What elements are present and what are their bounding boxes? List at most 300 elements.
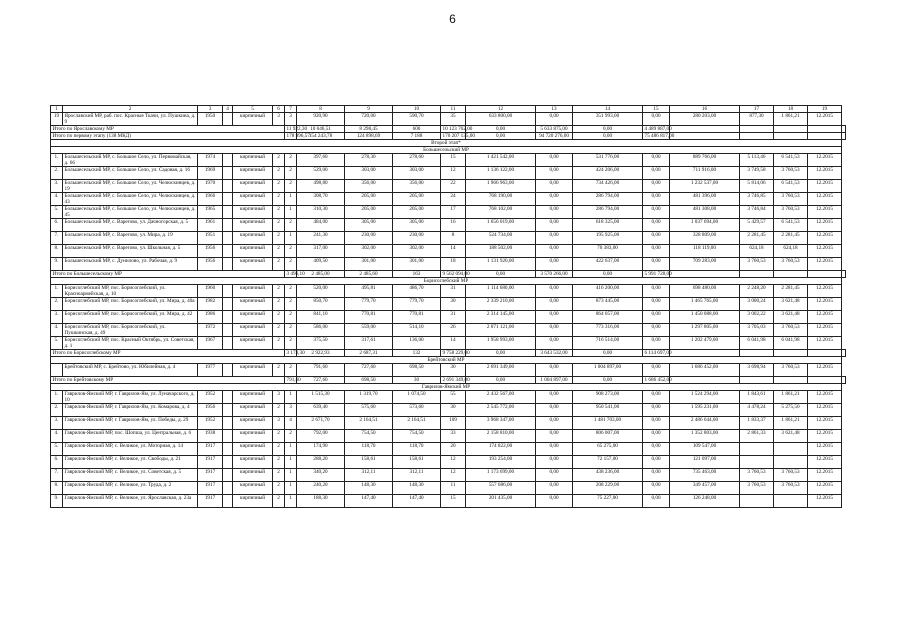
data-cell: 2 [273, 404, 285, 417]
data-cell: 208 229,00 [573, 482, 643, 495]
subtotal-row [51, 377, 846, 384]
data-cell: 12.2015 [808, 311, 842, 324]
data-cell: кирпичный [233, 311, 273, 324]
subtotal-cell: 698,50 [345, 377, 393, 384]
data-cell: 0,00 [536, 180, 573, 193]
data-cell: 1 861,21 [774, 391, 808, 404]
data-cell: 397,60 [297, 154, 345, 167]
data-cell: 5. [51, 337, 63, 350]
data-cell: 158,61 [345, 456, 393, 469]
data-cell: 5 814,06 [740, 180, 774, 193]
subtotal-empty-cell [842, 377, 846, 384]
data-cell: 0,00 [643, 113, 670, 126]
data-cell [223, 495, 233, 508]
data-cell: 312,11 [345, 469, 393, 482]
address-cell: Борисоглебский МР, пос. Борисоглебский, ул. Мира, д. 40а [63, 298, 198, 311]
data-cell: 240,20 [297, 482, 345, 495]
data-cell: 2 [273, 324, 285, 337]
data-cell: 1 232 537,00 [670, 180, 740, 193]
subtotal-cell: 9 562 094,00 [442, 271, 470, 277]
subtotal-cell: 10 123 762,00 [442, 126, 473, 132]
data-cell: 2 [285, 298, 297, 311]
building-row [51, 232, 846, 245]
building-row [51, 258, 846, 271]
data-cell: кирпичный [233, 232, 273, 245]
data-cell: 6 541,53 [774, 180, 808, 193]
data-cell: 3 760,53 [774, 193, 808, 206]
subtotal-cell [670, 133, 740, 140]
building-row [51, 430, 846, 443]
data-cell [223, 456, 233, 469]
data-cell: 2 [273, 469, 285, 482]
data-cell: 301,00 [345, 258, 393, 271]
building-row [51, 391, 846, 404]
subtotal-cell: 3 496,10 [286, 271, 305, 277]
data-cell: 735 463,00 [670, 469, 740, 482]
data-cell: кирпичный [233, 245, 273, 258]
data-cell: 0,00 [643, 456, 670, 469]
data-cell: 768 102,00 [466, 206, 536, 219]
address-cell: Гаврилов-Ямский МР, с. Великое, ул. Советская, д. 5 [63, 469, 198, 482]
data-cell: 72 157,00 [573, 456, 643, 469]
data-cell: 118,70 [393, 443, 441, 456]
data-cell: 792,00 [297, 430, 345, 443]
subtotal-cell: 2 687,31 [345, 350, 393, 357]
data-cell: 230,00 [345, 232, 393, 245]
address-cell: Гаврилов-Ямский МР, г. Гаврилов-Ям, ул. Луначарского, д. 10 [63, 391, 198, 404]
data-cell: кирпичный [233, 206, 273, 219]
data-cell: кирпичный [233, 364, 273, 377]
data-cell: кирпичный [233, 113, 273, 126]
data-cell: 35 [441, 113, 466, 126]
column-number: 3 [198, 106, 223, 113]
data-cell: 1 833,37 [740, 417, 774, 430]
data-cell: 0,00 [643, 469, 670, 482]
address-cell: Борисоглебский МР, пос. Борисоглебский, ул. Пушкинская, д. 49 [63, 324, 198, 337]
data-cell: 1 136 122,00 [466, 167, 536, 180]
data-cell: 1 843,61 [740, 391, 774, 404]
data-cell: 1 421 542,00 [466, 154, 536, 167]
data-cell: 950 541,00 [573, 404, 643, 417]
data-cell: 12.2015 [808, 232, 842, 245]
building-row [51, 167, 846, 180]
data-cell [223, 206, 233, 219]
data-cell: 12.2015 [808, 495, 842, 508]
data-cell: 31 [441, 311, 466, 324]
data-cell: 1 595 231,00 [670, 404, 740, 417]
subtotal-cell [670, 377, 740, 384]
data-cell: 1 352 803,00 [670, 430, 740, 443]
data-cell: 1 966 963,00 [466, 180, 536, 193]
data-cell [223, 482, 233, 495]
data-cell: 2 [273, 285, 285, 298]
data-cell: 12 [441, 456, 466, 469]
data-cell: 4 478,24 [740, 404, 774, 417]
data-cell: 3 760,53 [774, 206, 808, 219]
data-cell: 5 275,50 [774, 404, 808, 417]
subtotal-cell: 3 570 266,00 [536, 271, 573, 278]
data-cell: кирпичный [233, 219, 273, 232]
data-cell: 2 281,45 [774, 232, 808, 245]
data-cell: 416 200,00 [573, 285, 643, 298]
data-cell: 195 925,00 [573, 232, 643, 245]
data-cell: 1 450 088,00 [670, 311, 740, 324]
data-cell: 1956 [198, 258, 223, 271]
data-cell: 26 [441, 324, 466, 337]
data-cell: 6 541,53 [774, 219, 808, 232]
data-cell: 0,00 [643, 495, 670, 508]
data-cell: 126 248,00 [670, 495, 740, 508]
data-cell: 495,81 [345, 285, 393, 298]
column-number: 1 [51, 106, 63, 113]
subtotal-row [51, 271, 846, 278]
data-cell: 573,60 [393, 404, 441, 417]
building-row [51, 206, 846, 219]
data-cell: 1 958 993,00 [466, 337, 536, 350]
subtotal-label: Итого по Борисоглебскому МР [51, 350, 285, 357]
data-cell: 5 113,46 [740, 154, 774, 167]
data-cell: 2 [273, 456, 285, 469]
data-cell: 0,00 [643, 337, 670, 350]
data-cell: 2 [285, 245, 297, 258]
data-cell: 0,00 [643, 364, 670, 377]
address-cell: Гаврилов-Ямский МР, с. Великое, ул. Свободы, д. 21 [63, 456, 198, 469]
data-cell: 317,00 [297, 245, 345, 258]
column-number: 8 [297, 106, 345, 113]
data-cell: 3. [51, 417, 63, 430]
data-cell: 0,00 [536, 495, 573, 508]
building-row [51, 180, 846, 193]
data-cell: 2 [273, 245, 285, 258]
address-cell: Большесельский МР, с. Дуниловo, ул. Рабочая, д. 9 [63, 258, 198, 271]
data-cell: 1 319,70 [345, 391, 393, 404]
data-cell [740, 456, 774, 469]
data-cell: 1 481 703,00 [573, 417, 643, 430]
subtotal-cell [774, 126, 808, 133]
data-cell: 1950 [198, 113, 223, 126]
data-cell: 481 308,00 [670, 206, 740, 219]
building-row [51, 364, 846, 377]
data-cell: 0,00 [643, 443, 670, 456]
register-table [50, 105, 846, 508]
data-cell: 2. [51, 404, 63, 417]
data-cell: 12.2015 [808, 417, 842, 430]
data-cell: 280 203,00 [670, 113, 740, 126]
data-cell: 720,00 [345, 113, 393, 126]
data-cell: 4. [51, 430, 63, 443]
data-cell: 590,70 [393, 113, 441, 126]
data-cell: 2 [273, 167, 285, 180]
subtotal-cell: 154 243,78 [297, 133, 345, 140]
column-number: 19 [808, 106, 842, 113]
data-cell: 1917 [198, 443, 223, 456]
data-cell: 486,70 [393, 285, 441, 298]
data-cell: 624,18 [774, 245, 808, 258]
data-cell: 1 [285, 469, 297, 482]
address-cell: Ярославский МР, раб. пос. Красные Ткачи, ул. Пушкина, д. 9 [63, 113, 198, 126]
data-cell: 1. [51, 154, 63, 167]
data-cell: 4. [51, 193, 63, 206]
data-cell [740, 443, 774, 456]
column-number: 11 [441, 106, 466, 113]
data-cell: 1 [285, 482, 297, 495]
section-row [51, 384, 846, 391]
data-cell: 174,90 [297, 443, 345, 456]
column-number: 13 [536, 106, 573, 113]
building-row [51, 298, 846, 311]
data-cell: 8. [51, 245, 63, 258]
subtotal-cell [670, 350, 740, 357]
data-cell: 0,00 [643, 180, 670, 193]
data-cell: 2 164,51 [393, 417, 441, 430]
data-cell: 0,00 [643, 167, 670, 180]
data-cell: 0,00 [536, 154, 573, 167]
address-cell: Борисоглебский МР, пос. Борисоглебский, ул. Красноармейская, д. 10 [63, 285, 198, 298]
column-number: 18 [774, 106, 808, 113]
data-cell: 2 [273, 495, 285, 508]
subtotal-cell: 7 188 [393, 133, 441, 140]
data-cell: 1977 [198, 364, 223, 377]
subtotal-cell: 727,60 [297, 377, 345, 384]
data-cell: 12.2015 [808, 113, 842, 126]
subtotal-label: Итого по Ярославскому МР [51, 126, 285, 133]
data-cell: 9. [51, 258, 63, 271]
subtotal-label: Итого по Брейтовскому МР [51, 377, 285, 384]
subtotal-cell: 2 922,93 [297, 350, 345, 357]
subtotal-cell: 5 633 875,00 [536, 126, 573, 133]
data-cell: 1972 [198, 324, 223, 337]
data-cell: 2 158 810,00 [466, 430, 536, 443]
data-cell [223, 337, 233, 350]
data-cell: 0,00 [643, 258, 670, 271]
data-cell: 618 325,00 [573, 219, 643, 232]
data-cell: 1 173 699,00 [466, 469, 536, 482]
data-cell: кирпичный [233, 167, 273, 180]
data-cell: 0,00 [643, 391, 670, 404]
data-cell: 1 037 694,00 [670, 219, 740, 232]
data-cell: 109 547,00 [670, 443, 740, 456]
data-cell: 698,50 [393, 364, 441, 377]
subtotal-row [51, 126, 846, 133]
data-cell: 908 273,00 [573, 391, 643, 404]
data-cell: 12.2015 [808, 337, 842, 350]
subtotal-cell [740, 133, 774, 140]
data-cell: 768 190,00 [466, 193, 536, 206]
data-cell: 12.2015 [808, 285, 842, 298]
data-cell: 1 465 765,00 [670, 298, 740, 311]
subtotal-cell: 3 173,30 [286, 350, 305, 356]
data-cell: 12.2015 [808, 443, 842, 456]
subtotal-cell: 0,00 [573, 271, 643, 278]
data-cell: 3 746,85 [740, 193, 774, 206]
data-cell: 0,00 [536, 298, 573, 311]
subtotal-empty-cell [842, 350, 846, 357]
data-cell: 0,00 [643, 285, 670, 298]
subtotal-cell: 0,00 [466, 377, 536, 384]
subtotal-cell: 0,00 [573, 133, 643, 140]
subtotal-cell: 170 207 135,00 [442, 133, 475, 139]
data-cell: 3 698,94 [740, 364, 774, 377]
data-cell: 12.2015 [808, 219, 842, 232]
subtotal-cell [740, 350, 774, 357]
data-cell: 2 [273, 232, 285, 245]
data-cell: 0,00 [536, 258, 573, 271]
section-row [51, 140, 846, 147]
column-number: 2 [63, 106, 198, 113]
data-cell: 4 [285, 417, 297, 430]
column-number: 6 [273, 106, 285, 113]
column-number: 7 [285, 106, 297, 113]
data-cell: 716 514,00 [573, 337, 643, 350]
data-cell: 3. [51, 311, 63, 324]
data-cell: кирпичный [233, 417, 273, 430]
data-cell: 2 [285, 324, 297, 337]
data-cell: 1. [51, 391, 63, 404]
data-cell: 877,30 [740, 113, 774, 126]
data-cell: 286 794,00 [573, 193, 643, 206]
data-cell: 438 236,00 [573, 469, 643, 482]
building-row [51, 417, 846, 430]
data-cell: 6 041,98 [740, 337, 774, 350]
building-row [51, 469, 846, 482]
subtotal-cell: 1 686 452,00 [644, 377, 672, 383]
subtotal-empty-cell [842, 271, 846, 278]
data-cell: 65 275,00 [573, 443, 643, 456]
section-title: Борисоглебский МР [51, 278, 842, 285]
data-cell: 1917 [198, 495, 223, 508]
data-cell: 0,00 [536, 219, 573, 232]
data-cell: 2 [273, 154, 285, 167]
data-cell: 340,20 [297, 469, 345, 482]
data-cell: 864 057,00 [573, 311, 643, 324]
data-cell: 2 [273, 298, 285, 311]
data-cell: 1 [285, 495, 297, 508]
data-cell: 17 [441, 206, 466, 219]
data-cell: 2 [273, 311, 285, 324]
data-cell: 698 480,00 [670, 285, 740, 298]
data-cell: 30 [441, 298, 466, 311]
data-cell: 0,00 [536, 456, 573, 469]
address-cell: Большесельский МР, с. Большое Село, ул. Первомайская, д. 66 [63, 154, 198, 167]
subtotal-cell: 94 720 276,00 [536, 133, 573, 140]
data-cell: 2 691 349,00 [466, 364, 536, 377]
column-number: 14 [573, 106, 643, 113]
data-cell: 188,30 [297, 495, 345, 508]
data-cell: 2 861,33 [740, 430, 774, 443]
subtotal-cell: 10 646,51 [297, 126, 345, 133]
subtotal-cell [740, 126, 774, 133]
subtotal-cell: 178 996,57 [286, 133, 310, 139]
subtotal-cell: 791,60 [286, 377, 301, 383]
data-cell: 147,40 [345, 495, 393, 508]
data-cell [223, 469, 233, 482]
data-cell: 0,00 [536, 245, 573, 258]
data-cell: 2 281,45 [774, 285, 808, 298]
data-cell: 288,20 [297, 456, 345, 469]
data-cell: 422 637,00 [573, 258, 643, 271]
data-cell: 12.2015 [808, 167, 842, 180]
data-cell: 889 766,00 [670, 154, 740, 167]
address-cell: Гаврилов-Ямский МР, с. Великое, ул. Моторная, д. 14 [63, 443, 198, 456]
data-cell: 529,00 [297, 167, 345, 180]
data-cell [223, 219, 233, 232]
data-cell: 520,00 [297, 285, 345, 298]
data-cell: 30 [441, 364, 466, 377]
subtotal-cell: 2 485,60 [345, 271, 393, 278]
data-cell: 328 809,00 [670, 232, 740, 245]
data-cell: 205,00 [393, 206, 441, 219]
data-cell: 1952 [198, 417, 223, 430]
data-cell: 0,00 [536, 417, 573, 430]
data-cell: 147,40 [393, 495, 441, 508]
data-cell: 356,00 [393, 180, 441, 193]
building-row [51, 337, 846, 350]
building-row [51, 324, 846, 337]
data-cell: 514,10 [393, 324, 441, 337]
building-row [51, 482, 846, 495]
building-row [51, 495, 846, 508]
data-cell: 12.2015 [808, 154, 842, 167]
data-cell: 3 [285, 113, 297, 126]
address-cell: Гаврилов-Ямский МР, с. Великое, ул. Ярославская, д. 23а [63, 495, 198, 508]
data-cell: 1961 [198, 219, 223, 232]
data-cell: 11 [441, 482, 466, 495]
data-cell: 1952 [198, 391, 223, 404]
data-cell: 2 [273, 443, 285, 456]
data-cell [223, 232, 233, 245]
data-cell: 22 [441, 180, 466, 193]
data-cell: 118,70 [345, 443, 393, 456]
building-row [51, 193, 846, 206]
data-cell: 754,50 [393, 430, 441, 443]
address-cell: Большесельский МР, с. Большое Село, ул. Челюскинцев, д. 43 [63, 193, 198, 206]
data-cell: 1 114 680,00 [466, 285, 536, 298]
data-cell: 3 760,53 [740, 469, 774, 482]
subtotal-cell [808, 126, 842, 133]
data-cell: 12.2015 [808, 469, 842, 482]
data-cell [223, 404, 233, 417]
data-cell: кирпичный [233, 154, 273, 167]
building-row [51, 219, 846, 232]
data-cell: 1 656 019,00 [466, 219, 536, 232]
data-cell: 3 [273, 391, 285, 404]
data-cell: 0,00 [643, 193, 670, 206]
data-cell: 2 [285, 364, 297, 377]
data-cell: 754,50 [345, 430, 393, 443]
data-cell: 356,00 [345, 180, 393, 193]
data-cell: кирпичный [233, 482, 273, 495]
data-cell: 624,18 [740, 245, 774, 258]
data-cell: 55 [441, 391, 466, 404]
subtotal-cell: 0,00 [573, 377, 643, 384]
section-title: Брейтовский МР [51, 357, 842, 364]
data-cell: 3 760,53 [774, 364, 808, 377]
data-cell: 2 [285, 154, 297, 167]
data-cell: 3 760,53 [740, 482, 774, 495]
data-cell: 121 097,00 [670, 456, 740, 469]
address-cell: Большесельский МР, с. Большое Село, ул. Челюскинцев, д. 45 [63, 206, 198, 219]
data-cell: 2 [273, 193, 285, 206]
subtotal-cell: 6 114 697,00 [644, 350, 672, 356]
data-cell: 0,00 [536, 206, 573, 219]
data-cell: кирпичный [233, 324, 273, 337]
data-cell: 3 002,22 [740, 311, 774, 324]
data-cell: 109 [441, 417, 466, 430]
data-cell: 1970 [198, 180, 223, 193]
data-cell: 498,80 [297, 180, 345, 193]
building-row [51, 285, 846, 298]
data-cell: 633 800,00 [466, 113, 536, 126]
